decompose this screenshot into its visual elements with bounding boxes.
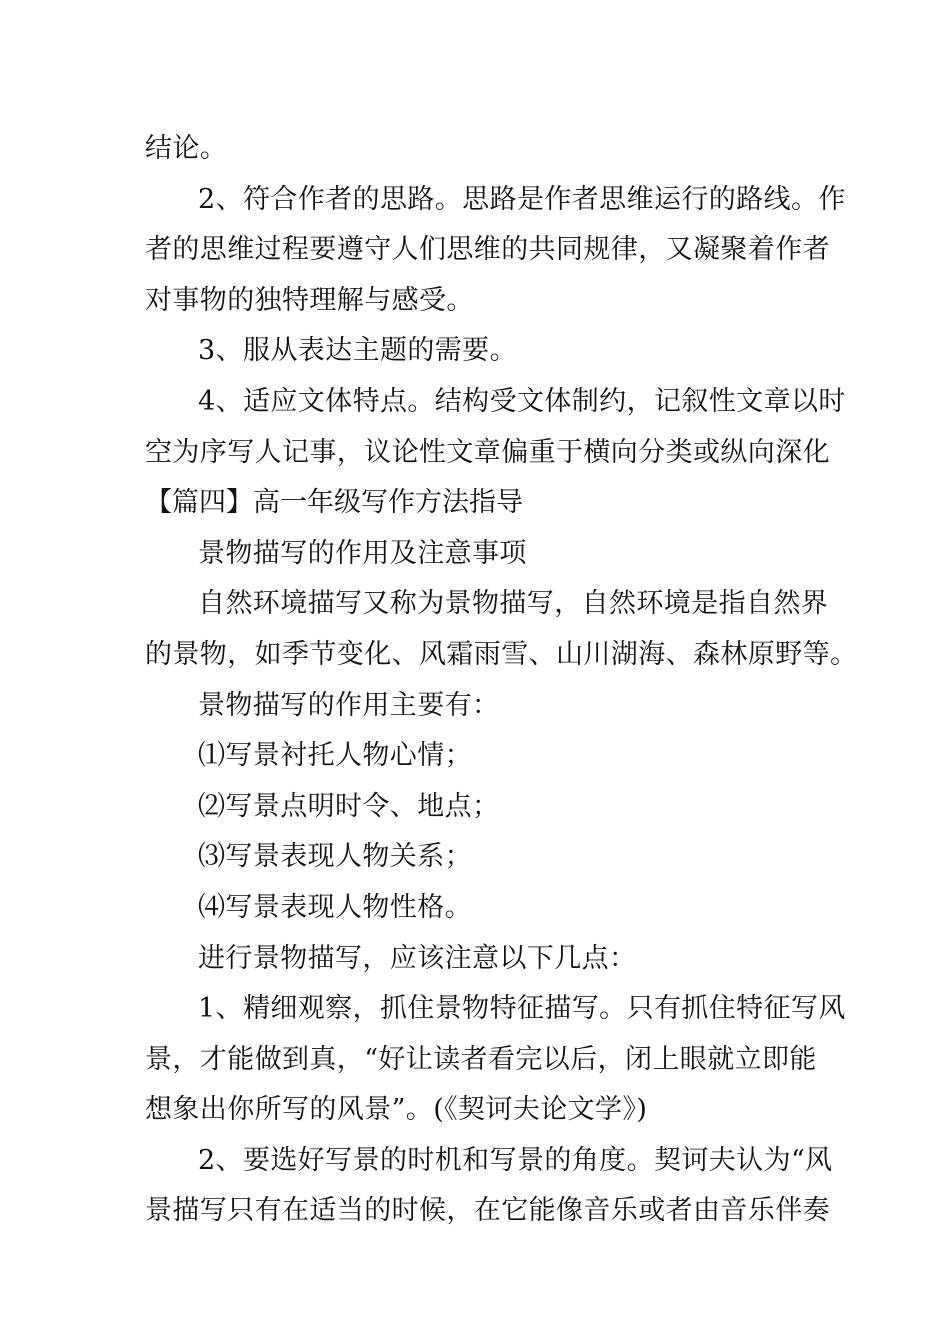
- list-item: ⑵写景点明时令、地点；: [198, 790, 500, 822]
- section-heading: 【篇四】高一年级写作方法指导: [145, 487, 523, 519]
- text-line: 景，才能做到真，“好让读者看完以后，闭上眼就立即能: [145, 1043, 817, 1075]
- text-line: 2、要选好写景的时机和写景的角度。契诃夫认为“风: [198, 1144, 833, 1176]
- text-line: 自然环境描写又称为景物描写，自然环境是指自然界: [198, 588, 829, 620]
- text-line: 3、服从表达主题的需要。: [198, 335, 517, 367]
- text-line: 结论。: [145, 133, 228, 164]
- list-item: ⑴写景衬托人物心情；: [198, 740, 472, 772]
- list-item: ⑷写景表现人物性格。: [198, 891, 472, 923]
- section-subtitle: 景物描写的作用及注意事项: [198, 537, 527, 569]
- text-line: 想象出你所写的风景”。(《契诃夫论文学》): [145, 1094, 648, 1126]
- text-line: 景物描写的作用主要有：: [198, 689, 500, 721]
- text-line: 对事物的独特理解与感受。: [145, 284, 474, 316]
- text-line: 2、符合作者的思路。思路是作者思维运行的路线。作: [198, 183, 846, 215]
- text-line: 景描写只有在适当的时候，在它能像音乐或者由音乐伴奏: [145, 1195, 830, 1227]
- text-line: 者的思维过程要遵守人们思维的共同规律，又凝聚着作者: [145, 234, 830, 266]
- text-line: 的景物，如季节变化、风霜雨雪、山川湖海、森林原野等。: [145, 638, 858, 670]
- text-line: 空为序写人记事，议论性文章偏重于横向分类或纵向深化: [145, 436, 830, 468]
- text-line: 进行景物描写，应该注意以下几点：: [198, 942, 637, 974]
- text-line: 4、适应文体特点。结构受文体制约，记叙性文章以时: [198, 385, 846, 417]
- text-line: 1、精细观察，抓住景物特征描写。只有抓住特征写风: [198, 993, 846, 1025]
- list-item: ⑶写景表现人物关系；: [198, 841, 472, 873]
- document-body: [145, 124, 858, 1237]
